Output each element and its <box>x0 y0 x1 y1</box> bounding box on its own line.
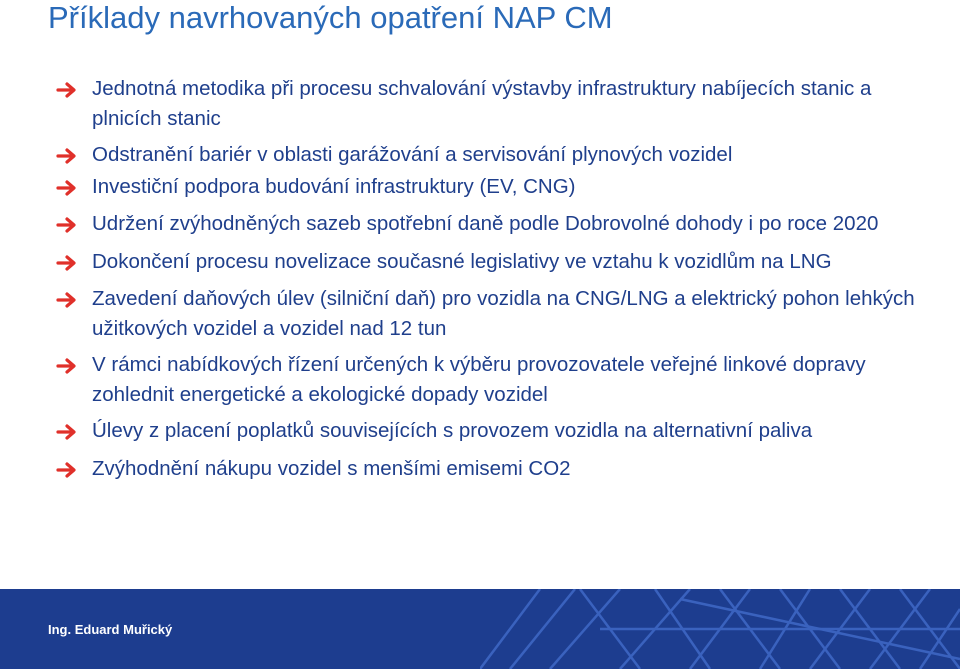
list-item <box>56 172 916 202</box>
arrow-right-icon <box>56 424 80 440</box>
arrow-right-icon <box>56 358 80 374</box>
bullet-text: Jednotná metodika při procesu schvalování výstavby infrastruktury nabíjecích stanic a plnicích stanic <box>92 77 872 130</box>
list-item <box>56 284 916 344</box>
footer-bar <box>0 589 960 669</box>
list-item <box>56 350 916 410</box>
arrow-right-icon <box>56 292 80 308</box>
list-item <box>56 416 916 446</box>
arrow-right-icon <box>56 180 80 196</box>
footer-author: Ing. Eduard Muřický <box>48 622 173 637</box>
bullet-text: Zavedení daňových úlev (silniční daň) pro vozidla na CNG/LNG a elektrický pohon lehkých užitkových vozidel a vozidel nad 12 tun <box>92 287 915 340</box>
arrow-right-icon <box>56 148 80 164</box>
footer-line-pattern <box>480 589 960 669</box>
bullet-text: Investiční podpora budování infrastruktury (EV, CNG) <box>92 175 576 198</box>
bullet-text: V rámci nabídkových řízení určených k výběru provozovatele veřejné linkové dopravy zohlednit energetické a ekologické dopady vozidel <box>92 353 866 406</box>
list-item <box>56 74 916 134</box>
list-item <box>56 247 916 277</box>
arrow-right-icon <box>56 462 80 478</box>
bullet-text: Dokončení procesu novelizace současné legislativy ve vztahu k vozidlům na LNG <box>92 250 832 273</box>
arrow-right-icon <box>56 82 80 98</box>
arrow-right-icon <box>56 217 80 233</box>
list-item <box>56 140 916 170</box>
list-item <box>56 454 916 484</box>
bullet-text: Úlevy z placení poplatků souvisejících s provozem vozidla na alternativní paliva <box>92 419 813 442</box>
list-item <box>56 209 916 239</box>
arrow-right-icon <box>56 255 80 271</box>
slide-title: Příklady navrhovaných opatření NAP CM <box>48 0 613 35</box>
bullet-text: Zvýhodnění nákupu vozidel s menšími emisemi CO2 <box>92 457 571 480</box>
bullet-text: Odstranění bariér v oblasti garážování a servisování plynových vozidel <box>92 143 733 166</box>
bullet-text: Udržení zvýhodněných sazeb spotřební daně podle Dobrovolné dohody i po roce 2020 <box>92 212 879 235</box>
bullet-list <box>56 74 916 484</box>
